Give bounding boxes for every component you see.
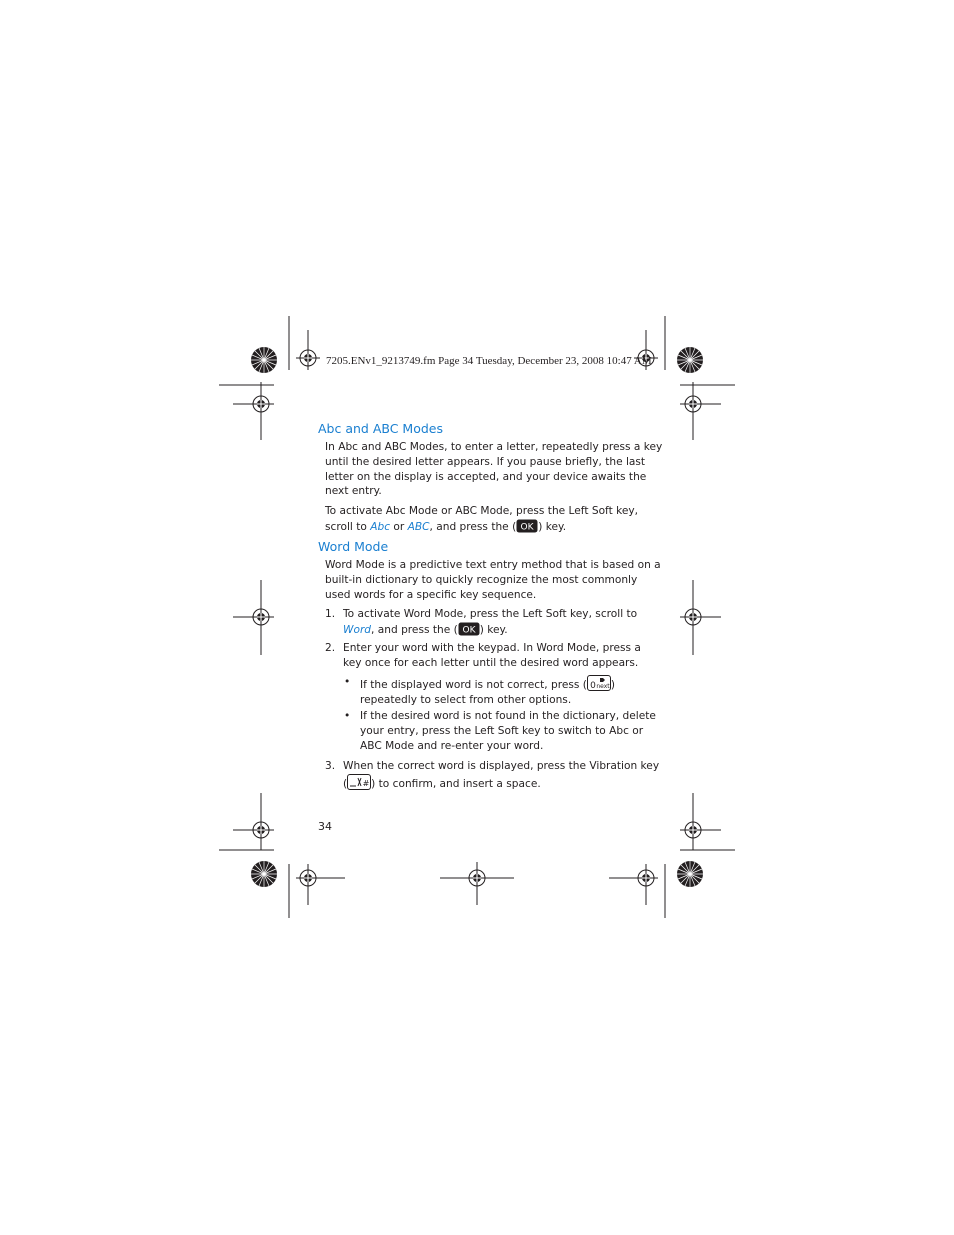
text-run: scroll to bbox=[325, 520, 371, 533]
text-line bbox=[343, 774, 659, 792]
text-line: ABC Mode and re-enter your word. bbox=[360, 739, 544, 752]
text-run: , and press the ( bbox=[429, 520, 517, 533]
text-run: If the displayed word is not correct, press ( bbox=[360, 679, 587, 691]
step-number: 3. bbox=[325, 760, 336, 772]
text-line bbox=[360, 675, 615, 693]
text-run: ) bbox=[610, 679, 616, 691]
text-run: ) key. bbox=[538, 520, 567, 533]
option-word: Word bbox=[343, 623, 372, 636]
text-line bbox=[343, 622, 637, 638]
text-run: ) to confirm, and insert a space. bbox=[371, 777, 541, 790]
text-line: built-in dictionary to quickly recognize the most commonly bbox=[325, 573, 638, 586]
vibration-key-label: # bbox=[362, 778, 370, 788]
ok-key-icon bbox=[458, 622, 480, 636]
ok-key-label: OK bbox=[520, 522, 534, 533]
heading-word-mode: Word Mode bbox=[318, 539, 389, 554]
bullet-symbol: • bbox=[344, 676, 351, 688]
text-run: ) key. bbox=[479, 623, 508, 636]
abc-modes-paragraph bbox=[325, 440, 662, 499]
text-line: key once for each letter until the desired word appears. bbox=[343, 656, 639, 669]
heading-abc-modes: Abc and ABC Modes bbox=[318, 421, 443, 436]
vibration-key-icon bbox=[347, 774, 371, 790]
abc-activate-paragraph bbox=[325, 504, 638, 535]
bullet-1-text bbox=[360, 675, 615, 708]
text-line: your entry, press the Left Soft key to switch to Abc or bbox=[360, 724, 644, 737]
text-line: In Abc and ABC Modes, to enter a letter, repeatedly press a key bbox=[325, 441, 663, 453]
text-line: letter on the display is accepted, and your device awaits the bbox=[325, 470, 647, 483]
text-line: To activate Word Mode, press the Left Soft key, scroll to bbox=[343, 608, 638, 620]
step-1-text bbox=[343, 607, 637, 638]
step-number: 1. bbox=[325, 608, 336, 620]
next-key-icon bbox=[587, 675, 611, 691]
step-2-text bbox=[343, 641, 641, 671]
word-mode-paragraph bbox=[325, 558, 661, 602]
page-number: 34 bbox=[318, 820, 332, 833]
text-line bbox=[325, 519, 638, 535]
text-line: repeatedly to select from other options. bbox=[360, 693, 572, 706]
text-run: , and press the ( bbox=[371, 623, 458, 636]
text-line: When the correct word is displayed, press the Vibration key bbox=[343, 760, 660, 772]
bullet-symbol: • bbox=[344, 710, 351, 722]
text-line: If the desired word is not found in the dictionary, delete bbox=[360, 710, 656, 722]
bullet-2-text bbox=[360, 709, 656, 753]
next-key-label: next bbox=[596, 683, 610, 690]
next-key-digit: 0 bbox=[590, 681, 596, 691]
option-ABC: ABC bbox=[407, 520, 430, 533]
text-line: Word Mode is a predictive text entry method that is based on a bbox=[325, 559, 661, 571]
ok-key-icon bbox=[516, 519, 538, 533]
step-number: 2. bbox=[325, 642, 336, 654]
text-line: To activate Abc Mode or ABC Mode, press the Left Soft key, bbox=[325, 505, 639, 517]
text-line: next entry. bbox=[325, 485, 382, 498]
text-run: or bbox=[390, 520, 408, 533]
text-line: used words for a specific key sequence. bbox=[325, 588, 537, 601]
file-slug: 7205.ENv1_9213749.fm Page 34 Tuesday, December 23, 2008 10:47 AM bbox=[326, 355, 652, 367]
option-abc: Abc bbox=[370, 520, 391, 533]
step-3-text bbox=[343, 759, 659, 792]
text-line: Enter your word with the keypad. In Word Mode, press a bbox=[343, 642, 641, 654]
text-line: until the desired letter appears. If you pause briefly, the last bbox=[325, 455, 646, 468]
ok-key-label: OK bbox=[462, 625, 476, 636]
text-run: ( bbox=[343, 777, 348, 790]
